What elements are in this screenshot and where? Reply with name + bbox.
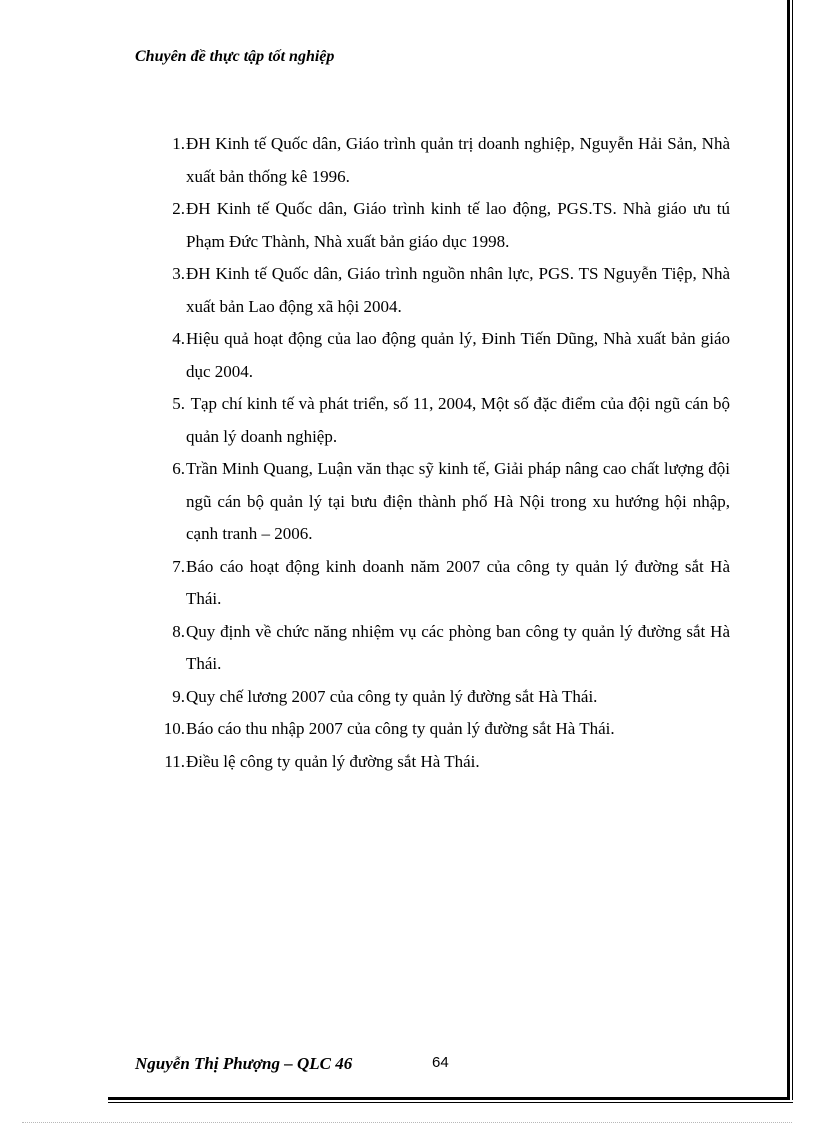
reference-number: 1. xyxy=(172,134,185,153)
reference-list xyxy=(150,128,735,778)
reference-number: 5. xyxy=(172,394,185,413)
reference-number: 2. xyxy=(172,199,185,218)
reference-number: 10. xyxy=(163,719,185,738)
reference-text: ĐH Kinh tế Quốc dân, Giáo trình kinh tế lao động, PGS.TS. Nhà giáo ưu tú Phạm Đức Thành, Nhà xuất bản giáo dục 1998. xyxy=(186,199,730,251)
header-title: Chuyên đề thực tập tốt nghiệp xyxy=(135,48,335,65)
reference-item-2 xyxy=(150,193,730,258)
page-border-right xyxy=(787,0,790,1100)
reference-item-10 xyxy=(150,713,730,746)
reference-number: 8. xyxy=(172,621,185,641)
reference-number: 6. xyxy=(172,459,185,478)
page-border-bottom xyxy=(108,1097,790,1100)
reference-text: Trần Minh Quang, Luận văn thạc sỹ kinh tế, Giải pháp nâng cao chất lượng đội ngũ cán bộ quản lý tại bưu điện thành phố Hà Nội trong xu hướng hội nhập, cạnh tranh – 2006. xyxy=(186,459,730,543)
reference-text: Báo cáo thu nhập 2007 của công ty quản lý đường sắt Hà Thái. xyxy=(186,719,615,738)
page-number: 64 xyxy=(432,1054,449,1071)
reference-item-11 xyxy=(150,746,730,779)
reference-number: 11. xyxy=(164,751,185,771)
reference-item-6 xyxy=(150,453,730,551)
reference-item-7 xyxy=(150,551,730,616)
page-border-bottom-thin xyxy=(108,1102,793,1103)
reference-number: 7. xyxy=(172,556,185,576)
reference-text: Tạp chí kinh tế và phát triển, số 11, 2004, Một số đặc điểm của đội ngũ cán bộ quản lý doanh nghiệp. xyxy=(186,394,735,446)
reference-number: 9. xyxy=(172,686,185,706)
reference-item-4 xyxy=(150,323,730,388)
reference-item-1 xyxy=(150,128,730,193)
reference-text: Hiệu quả hoạt động của lao động quản lý, Đinh Tiến Dũng, Nhà xuất bản giáo dục 2004. xyxy=(186,329,730,381)
page-border-right-thin xyxy=(792,0,793,1100)
reference-number: 4. xyxy=(172,329,185,348)
reference-item-3 xyxy=(150,258,730,323)
reference-item-5 xyxy=(150,388,735,453)
reference-item-9 xyxy=(150,681,730,714)
footer-author: Nguyễn Thị Phượng – QLC 46 xyxy=(135,1054,353,1073)
reference-text: Điều lệ công ty quản lý đường sắt Hà Thái. xyxy=(186,751,480,771)
reference-text: ĐH Kinh tế Quốc dân, Giáo trình nguồn nhân lực, PGS. TS Nguyễn Tiệp, Nhà xuất bản Lao động xã hội 2004. xyxy=(186,264,730,316)
reference-text: Quy định về chức năng nhiệm vụ các phòng ban công ty quản lý đường sắt Hà Thái. xyxy=(186,621,730,673)
reference-number: 3. xyxy=(172,264,185,283)
reference-text: ĐH Kinh tế Quốc dân, Giáo trình quản trị doanh nghiệp, Nguyễn Hải Sản, Nhà xuất bản thống kê 1996. xyxy=(186,134,730,186)
reference-text: Quy chế lương 2007 của công ty quản lý đường sắt Hà Thái. xyxy=(186,686,598,706)
reference-text: Báo cáo hoạt động kinh doanh năm 2007 của công ty quản lý đường sắt Hà Thái. xyxy=(186,556,730,608)
reference-item-8 xyxy=(150,616,730,681)
